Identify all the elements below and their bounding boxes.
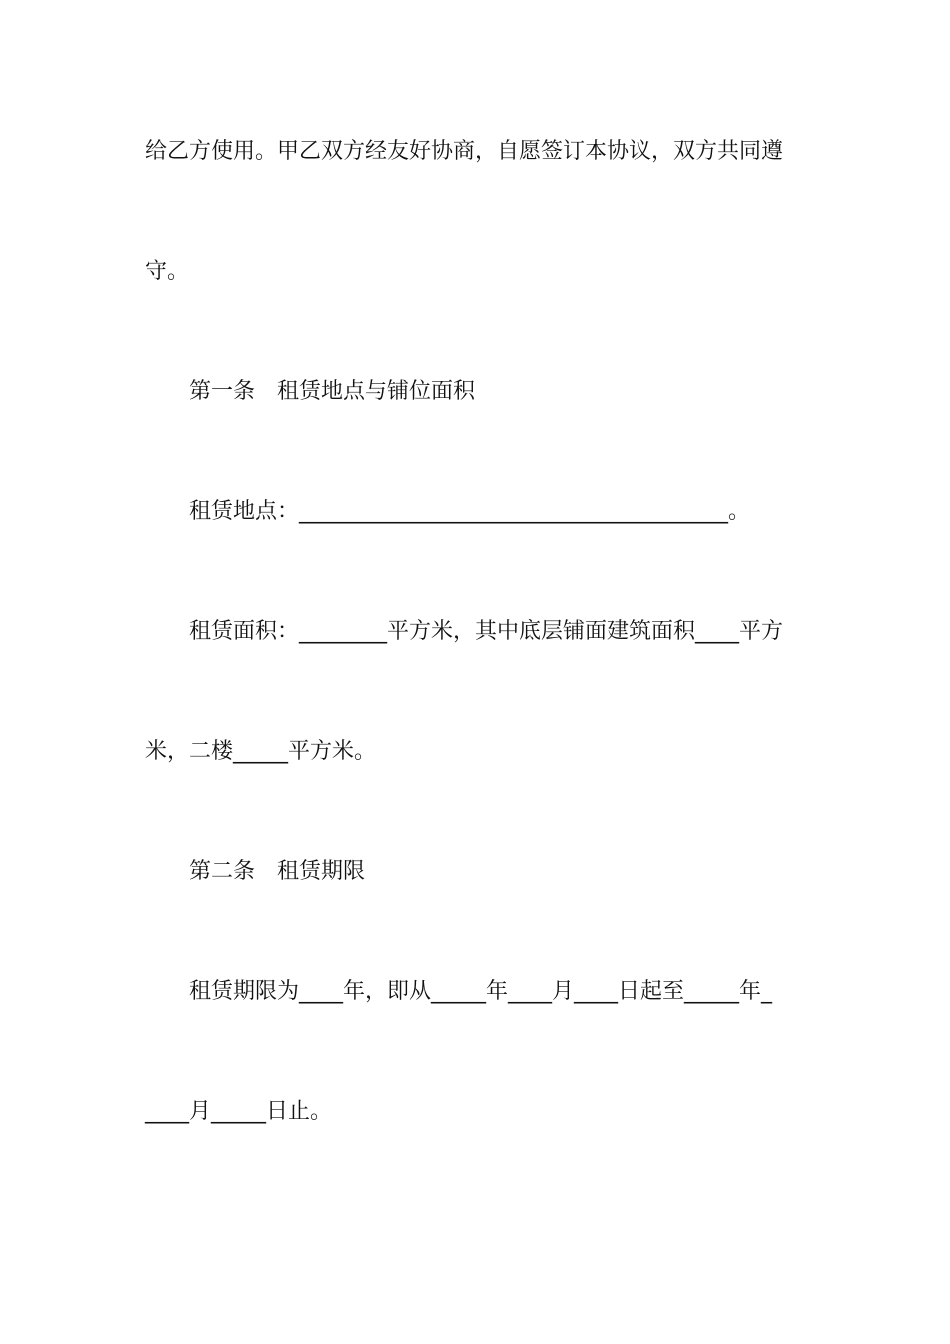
lease-area-line: 租赁面积：________平方米，其中底层铺面建筑面积____平方 [189, 619, 784, 644]
lease-area-line-cont: 米，二楼_____平方米。 [145, 739, 377, 764]
article-1-heading: 第一条 租赁地点与铺位面积 [189, 379, 476, 404]
lease-term-line-cont: ____月_____日止。 [145, 1099, 333, 1124]
lease-location-line: 租赁地点：_______________________________________。 [189, 499, 751, 524]
paragraph-line-2: 守。 [145, 259, 190, 284]
lease-term-line: 租赁期限为____年，即从_____年____月____日起至_____年_ [189, 979, 773, 1004]
paragraph-line-1: 给乙方使用。甲乙双方经友好协商，自愿签订本协议，双方共同遵 [145, 139, 784, 164]
article-2-heading: 第二条 租赁期限 [189, 859, 366, 884]
